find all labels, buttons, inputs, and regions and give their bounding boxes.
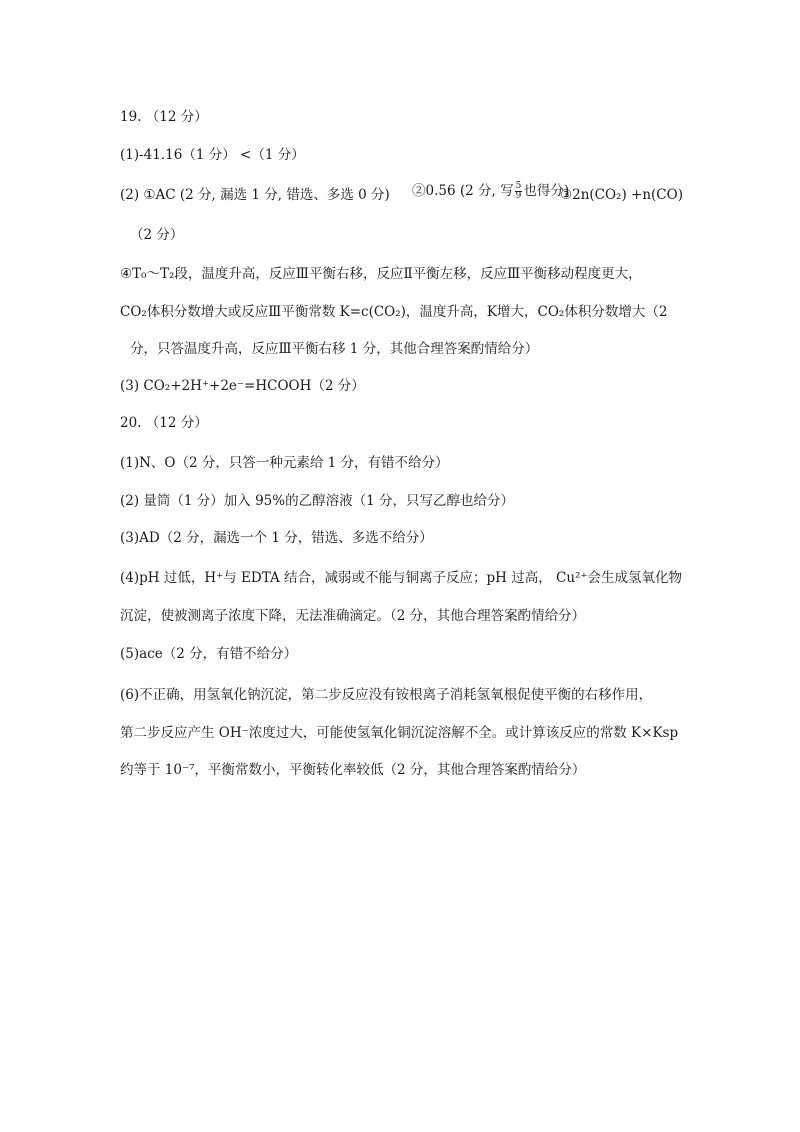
q19-part2-d: （2 分） [130, 227, 184, 243]
q19-part2-c: ③2n(CO₂) +n(CO) [560, 187, 683, 203]
fraction [515, 182, 523, 201]
fraction-denominator: 9 [515, 191, 522, 201]
q19-part2-b-suffix: 也得分) [523, 183, 570, 199]
q19-part4-line2: CO₂体积分数增大或反应Ⅲ平衡常数 K=c(CO₂)，温度升高，K增大，CO₂体积分数增大（2 [120, 304, 668, 320]
q19-part4-line1: ④T₀～T₂段，温度升高，反应Ⅲ平衡右移，反应Ⅱ平衡左移，反应Ⅲ平衡移动程度更大， [120, 266, 642, 282]
q19-part1: (1)-41.16（1 分） <（1 分） [120, 147, 305, 163]
q19-part3: (3) CO₂+2H⁺+2e⁻=HCOOH（2 分） [120, 378, 365, 394]
q20-part6-line3: 约等于 10⁻⁷，平衡常数小，平衡转化率较低（2 分，其他合理答案酌情给分） [120, 762, 586, 778]
q20-part2: (2) 量筒（1 分）加入 95%的乙醇溶液（1 分，只写乙醇也给分） [120, 493, 514, 509]
q20-part3: (3)AD（2 分，漏选一个 1 分，错选、多选不给分） [120, 530, 433, 546]
q19-part4-line3: 分，只答温度升高，反应Ⅲ平衡右移 1 分，其他合理答案酌情给分） [130, 341, 539, 357]
q20-heading: 20. （12 分） [120, 415, 208, 431]
q20-part6-line2: 第二步反应产生 OH⁻浓度过大，可能使氢氧化铜沉淀溶解不全。或计算该反应的常数 K×Ksp [120, 725, 679, 741]
q20-part4-line1: (4)pH 过低，H⁺与 EDTA 结合，减弱或不能与铜离子反应；pH 过高， Cu²⁺会生成氢氧化物 [120, 570, 683, 586]
q19-part2-b-prefix: ②0.56 (2 分, 写 [412, 183, 514, 199]
q19-heading: 19. （12 分） [120, 109, 208, 125]
q19-part2-a: (2) ①AC (2 分, 漏选 1 分, 错选、多选 0 分) [120, 187, 390, 203]
q20-part5: (5)ace（2 分，有错不给分） [120, 646, 298, 662]
q20-part6-line1: (6)不正确，用氢氧化钠沉淀，第二步反应没有铵根离子消耗氢氧根促使平衡的右移作用， [120, 687, 653, 703]
q19-part2-b [412, 182, 569, 201]
q20-part4-line2: 沉淀，使被测离子浓度下降，无法准确滴定。（2 分，其他合理答案酌情给分） [120, 608, 586, 624]
fraction-numerator: 5 [515, 181, 522, 191]
q20-part1: (1)N、O（2 分，只答一种元素给 1 分，有错不给分） [120, 455, 449, 471]
